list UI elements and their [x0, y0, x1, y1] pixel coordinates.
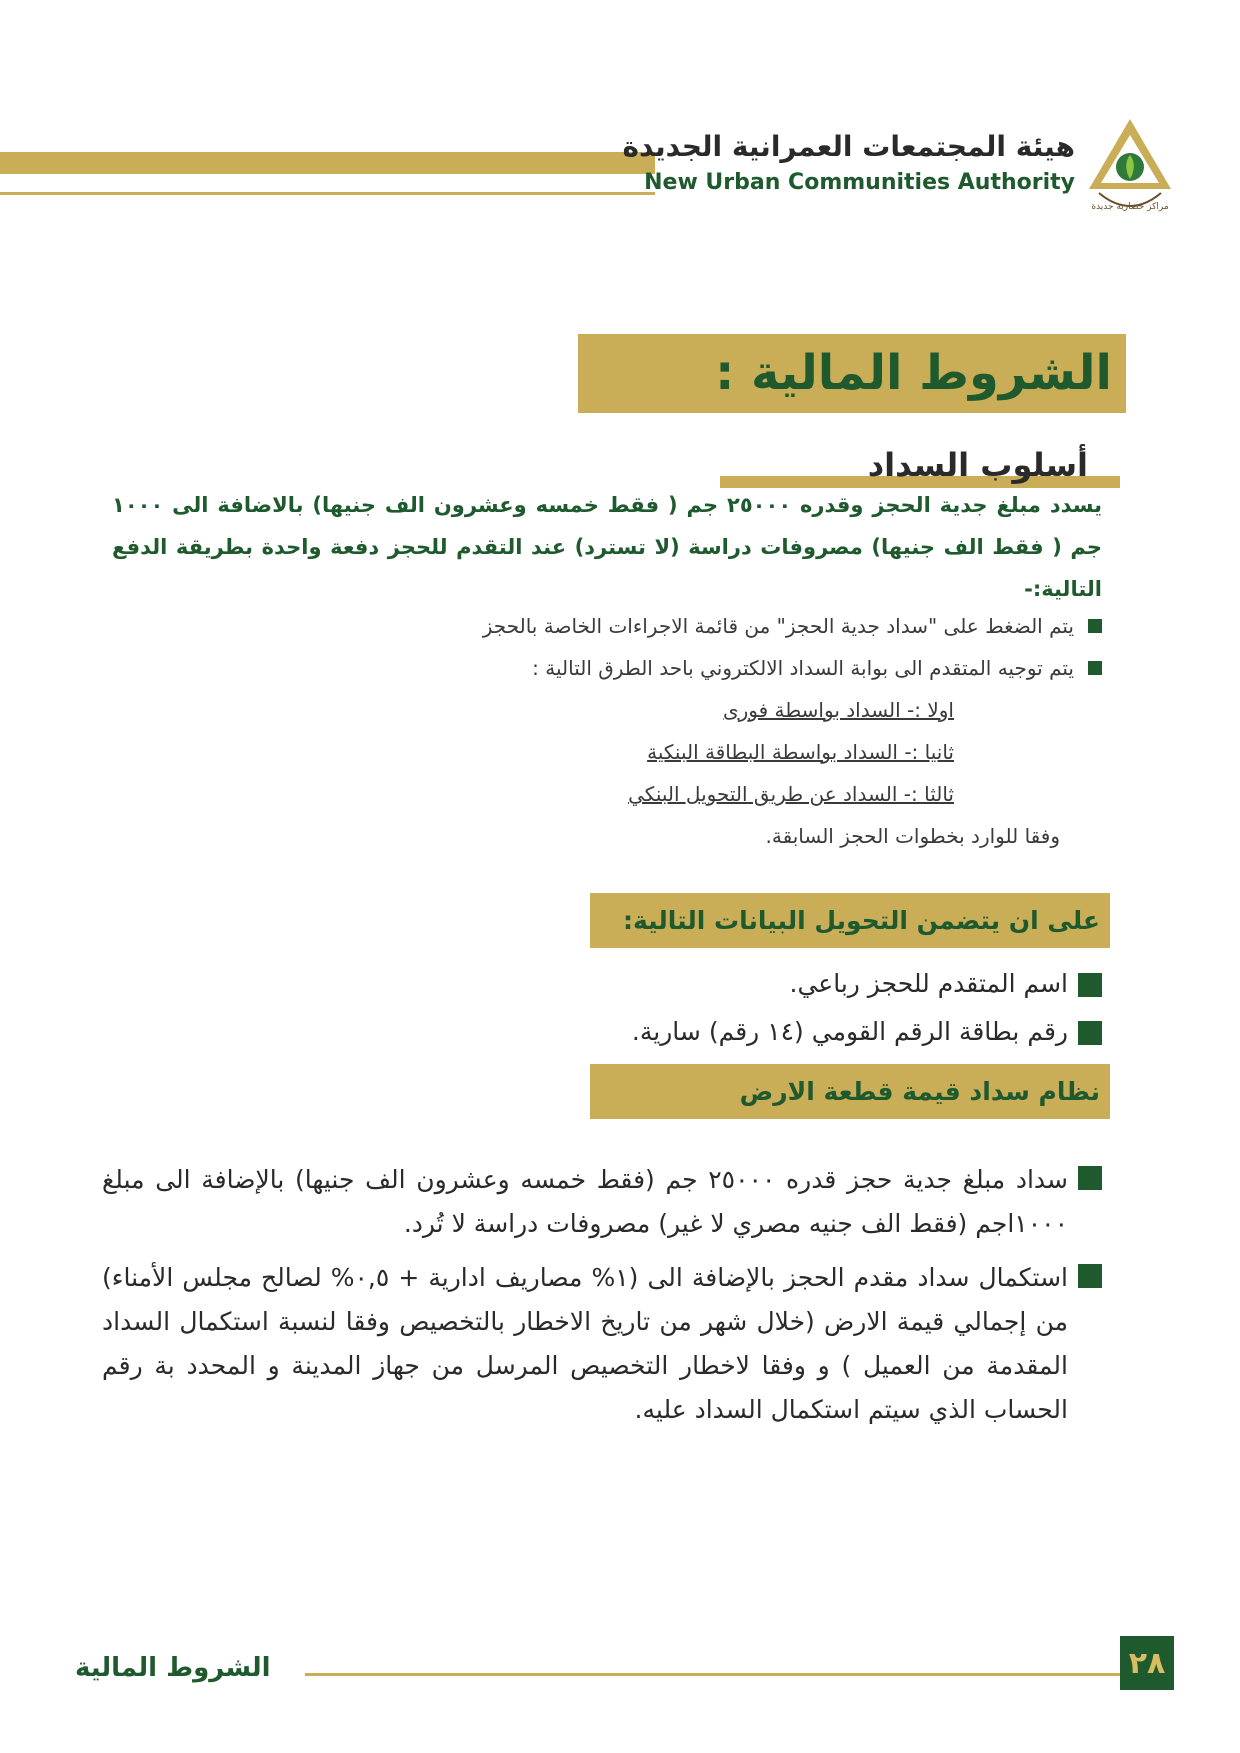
bullet-square-icon: [1078, 1264, 1102, 1288]
header-gold-line: [0, 192, 655, 195]
bullet-item: [483, 614, 1102, 638]
org-name-arabic: هيئة المجتمعات العمرانية الجديدة: [622, 130, 1075, 163]
logo-caption: مراكز حضارية جديدة: [1091, 202, 1169, 212]
org-name-english: New Urban Communities Authority: [644, 170, 1075, 195]
header-gold-bar: [0, 152, 655, 174]
land-payment-item-text: استكمال سداد مقدم الحجز بالإضافة الى (١% مصاريف ادارية + ٠,٥% لصالح مجلس الأمناء) من إجمالي قيمة الارض (خلال شهر من تاريخ الاخطار بالتخصيص وفقا لنسبة استكمال السداد المقدمة من العميل ) و وفقا لاخطار التخصيص المرسل من جهاز المدينة و المحدد بة رقم الحساب الذي سيتم استكمال السداد عليه.: [102, 1263, 1068, 1424]
bullet-square-icon: [1088, 619, 1102, 633]
footer-title: الشروط المالية: [75, 1653, 271, 1683]
payment-paragraph: يسدد مبلغ جدية الحجز وقدره ٢٥٠٠٠ جم ( فقط خمسه وعشرون الف جنيها) بالاضافة الى ١٠٠٠ جم ( فقط الف جنيها) مصروفات دراسة (لا تسترد) عند التقدم للحجز دفعة واحدة بطريقة الدفع التالية:-: [112, 493, 1102, 601]
transfer-item-text: رقم بطاقة الرقم القومي (١٤ رقم) سارية.: [631, 1017, 1068, 1046]
payment-method-card: ثانيا :- السداد بواسطة البطاقة البنكية: [647, 740, 954, 764]
page-number: ٢٨: [1120, 1636, 1174, 1690]
bullet-text: يتم الضغط على "سداد جدية الحجز" من قائمة الاجراءات الخاصة بالحجز: [482, 614, 1074, 638]
payment-method-heading: أسلوب السداد: [867, 446, 1088, 484]
land-payment-item: [102, 1158, 1102, 1246]
payment-note: وفقا للوارد بخطوات الحجز السابقة.: [765, 824, 1060, 848]
page-title: الشروط المالية :: [715, 345, 1112, 401]
transfer-item: [632, 1017, 1102, 1046]
bullet-text: يتم توجيه المتقدم الى بوابة السداد الالكتروني باحد الطرق التالية :: [532, 656, 1074, 680]
nuca-logo: [1085, 115, 1175, 220]
bullet-square-icon: [1088, 661, 1102, 675]
transfer-heading: على ان يتضمن التحويل البيانات التالية:: [623, 906, 1100, 935]
footer-gold-line: [305, 1673, 1120, 1676]
bullet-item: [532, 656, 1102, 680]
bullet-square-icon: [1078, 973, 1102, 997]
land-payment-item: [102, 1256, 1102, 1432]
bullet-square-icon: [1078, 1021, 1102, 1045]
payment-method-fawry: اولا :- السداد بواسطة فورى: [722, 698, 954, 722]
land-payment-item-text: سداد مبلغ جدية حجز قدره ٢٥٠٠٠ جم (فقط خمسه وعشرون الف جنيها) بالإضافة الى مبلغ ١٠٠٠اجم (فقط الف جنيه مصري لا غير) مصروفات دراسة لا تُرد.: [102, 1165, 1068, 1238]
land-payment-heading: نظام سداد قيمة قطعة الارض: [739, 1077, 1100, 1106]
payment-method-transfer: ثالثا :- السداد عن طريق التحويل البنكي: [628, 782, 954, 806]
transfer-item: [790, 969, 1103, 998]
transfer-item-text: اسم المتقدم للحجز رباعي.: [789, 969, 1068, 998]
bullet-square-icon: [1078, 1166, 1102, 1190]
